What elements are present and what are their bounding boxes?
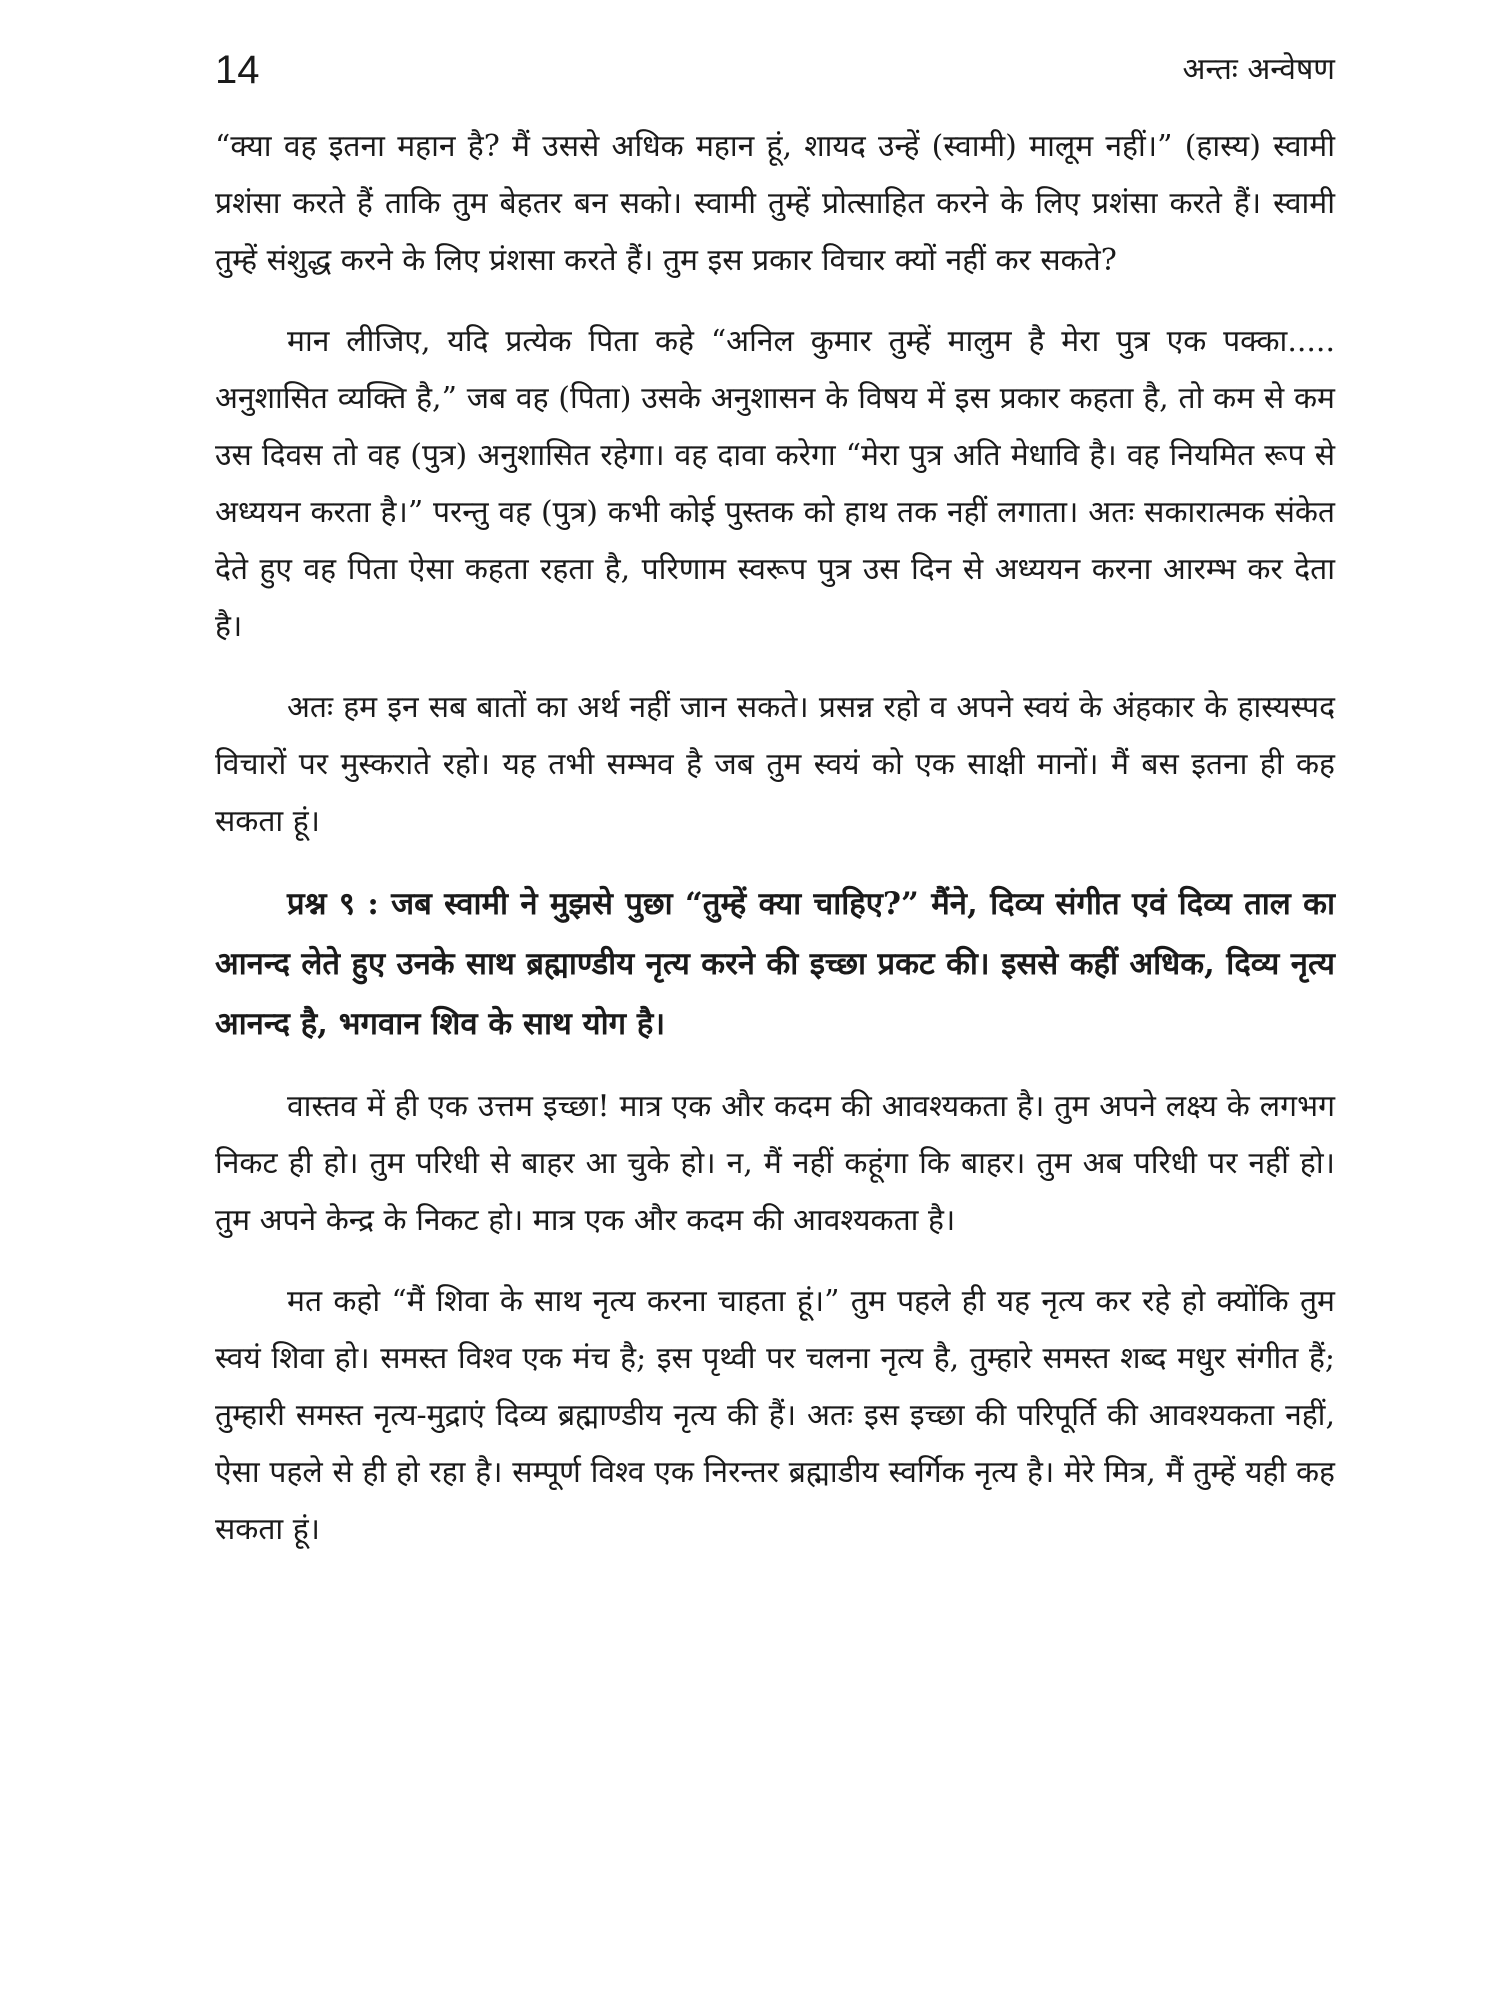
- page-number: 14: [215, 48, 260, 92]
- paragraph-2: मान लीजिए, यदि प्रत्येक पिता कहे “अनिल कुमार तुम्हें मालुम है मेरा पुत्र एक पक्का..... अनुशासित व्यक्ति है,” जब वह (पिता) उसके अनुशासन के विषय में इस प्रकार कहता है, तो कम से कम उस दिवस तो वह (पुत्र) अनुशासित रहेगा। वह दावा करेगा “मेरा पुत्र अति मेधावि है। वह नियमित रूप से अध्ययन करता है।” परन्तु वह (पुत्र) कभी कोई पुस्तक को हाथ तक नहीं लगाता। अतः सकारात्मक संकेत देते हुए वह पिता ऐसा कहता रहता है, परिणाम स्वरूप पुत्र उस दिन से अध्ययन करना आरम्भ कर देता है।: [215, 324, 1335, 644]
- page-header: [215, 40, 1335, 100]
- running-title: अन्तः अन्वेषण: [1182, 52, 1335, 87]
- paragraph-3: अतः हम इन सब बातों का अर्थ नहीं जान सकते। प्रसन्न रहो व अपने स्वयं के अंहकार के हास्यस्पद विचारों पर मुस्कराते रहो। यह तभी सम्भव है जब तुम स्वयं को एक साक्षी मानों। मैं बस इतना ही कह सकता हूं।: [215, 690, 1335, 839]
- paragraph-1: “क्या वह इतना महान है? मैं उससे अधिक महान हूं, शायद उन्हें (स्वामी) मालूम नहीं।” (हास्य) स्वामी प्रशंसा करते हैं ताकि तुम बेहतर बन सको। स्वामी तुम्हें प्रोत्साहित करने के लिए प्रशंसा करते हैं। स्वामी तुम्हें संशुद्ध करने के लिए प्रंशसा करते हैं। तुम इस प्रकार विचार क्यों नहीं कर सकते?: [215, 129, 1335, 278]
- page-body: [215, 118, 1335, 1582]
- paragraph-5: मत कहो “मैं शिवा के साथ नृत्य करना चाहता हूं।” तुम पहले ही यह नृत्य कर रहे हो क्योंकि तुम स्वयं शिवा हो। समस्त विश्व एक मंच है; इस पृथ्वी पर चलना नृत्य है, तुम्हारे समस्त शब्द मधुर संगीत हैं; तुम्हारी समस्त नृत्य-मुद्राएं दिव्य ब्रह्माण्डीय नृत्य की हैं। अतः इस इच्छा की परिपूर्ति की आवश्यकता नहीं, ऐसा पहले से ही हो रहा है। सम्पूर्ण विश्व एक निरन्तर ब्रह्माडीय स्वर्गिक नृत्य है। मेरे मित्र, मैं तुम्हें यही कह सकता हूं।: [215, 1284, 1335, 1547]
- paragraph-4: वास्तव में ही एक उत्तम इच्छा! मात्र एक और कदम की आवश्यकता है। तुम अपने लक्ष्य के लगभग निकट ही हो। तुम परिधी से बाहर आ चुके हो। न, मैं नहीं कहूंगा कि बाहर। तुम अब परिधी पर नहीं हो। तुम अपने केन्द्र के निकट हो। मात्र एक और कदम की आवश्यकता है।: [215, 1089, 1335, 1238]
- question-9: प्रश्न ९ : जब स्वामी ने मुझसे पुछा “तुम्हें क्या चाहिए?” मैंने, दिव्य संगीत एवं दिव्य ताल का आनन्द लेते हुए उनके साथ ब्रह्माण्डीय नृत्य करने की इच्छा प्रकट की। इससे कहीं अधिक, दिव्य नृत्य आनन्द है, भगवान शिव के साथ योग है।: [215, 886, 1335, 1042]
